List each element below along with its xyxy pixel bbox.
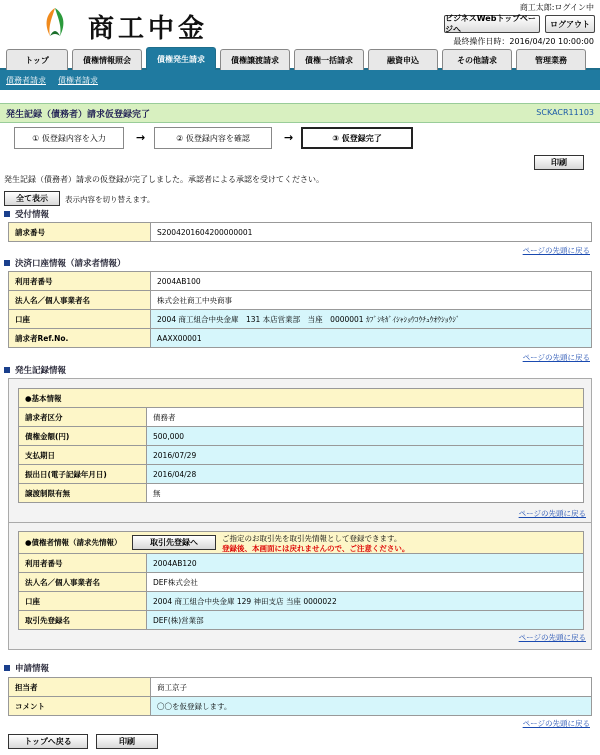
last-operation-time: 最終操作日時：2016/04/20 10:00:00 <box>453 37 594 46</box>
page-top-link[interactable]: ページの先頭に戻る <box>522 246 590 255</box>
table-row: 口座 2004 商工組合中央金庫 131 本店営業部 当座 0000001 ｶﾌﾞｼｷｶﾞｲｼｬｼｮｳｺｳﾁｭｳｵｳｼｮｳｼﾞ <box>9 310 592 329</box>
table-row: 譲渡制限有無 無 <box>19 484 584 503</box>
table-row: 振出日(電子記録年月日) 2016/04/28 <box>19 465 584 484</box>
tab-bulk-request[interactable]: 債権一括請求 <box>294 49 364 70</box>
step-complete: ③ 仮登録完了 <box>301 127 413 149</box>
divider <box>8 522 592 523</box>
step-arrow-icon: → <box>136 131 146 144</box>
sub-navigation <box>0 70 600 90</box>
page-top-link[interactable]: ページの先頭に戻る <box>518 633 586 642</box>
logout-button[interactable]: ログアウト <box>545 15 595 33</box>
show-all-button[interactable]: 全て表示 <box>4 191 60 206</box>
reception-table <box>8 222 592 242</box>
subnav-debtor-request[interactable]: 債務者請求 <box>6 76 46 85</box>
section-bullet-icon <box>4 367 10 373</box>
basic-info-table <box>18 388 584 503</box>
tab-other-request[interactable]: その他請求 <box>442 49 512 70</box>
basic-info-heading: ●基本情報 <box>19 389 584 408</box>
brand-name: 商工中金 <box>88 14 209 44</box>
application-table <box>8 677 592 716</box>
completion-message: 発生記録（債務者）請求の仮登録が完了しました。承認者による承認を受けてください。 <box>4 175 324 184</box>
table-row: 請求者Ref.No. AAXX00001 <box>9 329 592 348</box>
user-status: 商工太郎:ログイン中 <box>519 3 594 12</box>
table-row: 取引先登録名 DEF(株)営業部 <box>19 611 584 630</box>
creditor-info-heading: ●債権者情報（請求先情報） <box>19 532 584 554</box>
section-bullet-icon <box>4 665 10 671</box>
register-partner-note: ご指定のお取引先を取引先情報として登録できます。 <box>222 534 402 543</box>
step-confirm: ② 仮登録内容を確認 <box>154 127 272 149</box>
page-top-link[interactable]: ページの先頭に戻る <box>518 509 586 518</box>
subnav-creditor-request[interactable]: 債権者請求 <box>58 76 98 85</box>
table-row: 債権金額(円) 500,000 <box>19 427 584 446</box>
tab-credit-issue[interactable]: 債権発生請求 <box>146 47 216 70</box>
settlement-table <box>8 271 592 348</box>
tab-loan-application[interactable]: 融資申込 <box>368 49 438 70</box>
back-to-top-button[interactable]: トップへ戻る <box>8 734 88 749</box>
step-input: ① 仮登録内容を入力 <box>14 127 124 149</box>
page-top-link[interactable]: ページの先頭に戻る <box>522 719 590 728</box>
tab-credit-inquiry[interactable]: 債権情報照会 <box>72 49 142 70</box>
section-reception-heading: 受付情報 <box>4 208 49 220</box>
bizweb-top-button[interactable]: ビジネスWebトップページへ <box>444 15 540 33</box>
tab-management[interactable]: 管理業務 <box>516 49 586 70</box>
page-title: 発生記録（債務者）請求仮登録完了 <box>6 110 151 120</box>
tab-credit-transfer[interactable]: 債権譲渡請求 <box>220 49 290 70</box>
table-row: 利用者番号 2004AB100 <box>9 272 592 291</box>
main-tabs <box>0 46 600 70</box>
table-row: 請求番号 S2004201604200000001 <box>9 223 592 242</box>
brand-logo-icon <box>38 6 72 40</box>
tab-top[interactable]: トップ <box>6 49 68 70</box>
table-row: 利用者番号 2004AB120 <box>19 554 584 573</box>
page-top-link[interactable]: ページの先頭に戻る <box>522 353 590 362</box>
table-row: 法人名／個人事業者名 DEF株式会社 <box>19 573 584 592</box>
section-occurrence-heading: 発生記録情報 <box>4 364 66 376</box>
table-row: 請求者区分 債務者 <box>19 408 584 427</box>
section-bullet-icon <box>4 211 10 217</box>
table-row <box>19 389 584 408</box>
table-row: 支払期日 2016/07/29 <box>19 446 584 465</box>
table-row: コメント 〇〇を仮登録します。 <box>9 697 592 716</box>
table-row: 担当者 商工京子 <box>9 678 592 697</box>
table-row: 口座 2004 商工組合中央金庫 129 神田支店 当座 0000022 <box>19 592 584 611</box>
screen-id: SCKACR11103 <box>536 108 594 117</box>
print-button[interactable]: 印刷 <box>534 155 584 170</box>
table-row: 法人名／個人事業者名 株式会社商工中央商事 <box>9 291 592 310</box>
section-application-heading: 申請情報 <box>4 662 49 674</box>
show-all-description: 表示内容を切り替えます。 <box>65 195 155 204</box>
footer-print-button[interactable]: 印刷 <box>96 734 158 749</box>
section-bullet-icon <box>4 260 10 266</box>
section-settlement-heading: 決済口座情報（請求者情報） <box>4 257 126 269</box>
register-partner-warning: 登録後、本画面には戻れませんので、ご注意ください。 <box>222 544 410 553</box>
step-arrow-icon: → <box>284 131 294 144</box>
register-partner-button[interactable]: 取引先登録へ <box>132 535 216 550</box>
